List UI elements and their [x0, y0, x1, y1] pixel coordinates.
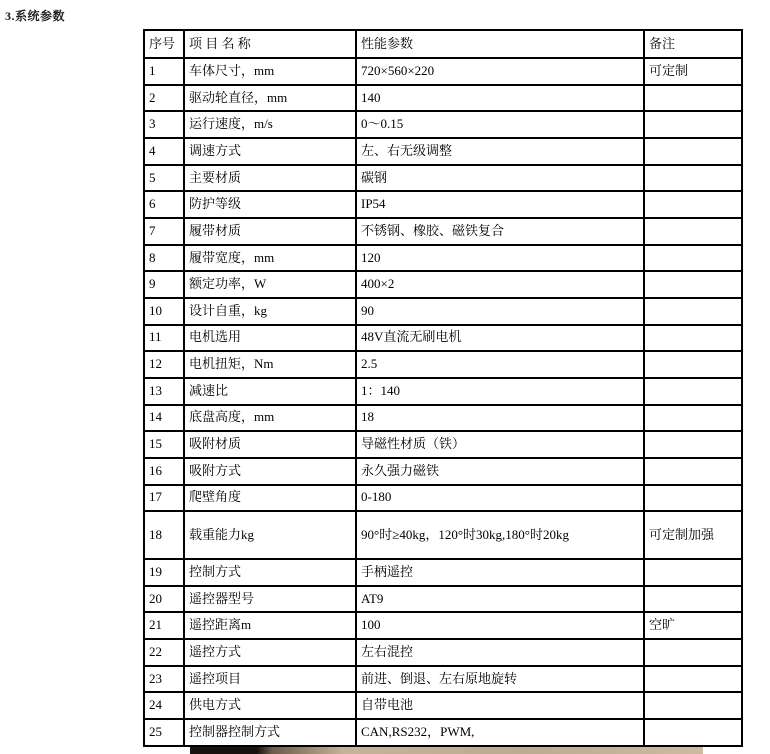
- parameter-cell: 100: [356, 612, 644, 639]
- item-name-cell: 主要材质: [184, 165, 356, 192]
- item-name-cell: 控制方式: [184, 559, 356, 586]
- parameter-cell: 120: [356, 245, 644, 272]
- row-number-cell: 22: [144, 639, 184, 666]
- row-number-cell: 19: [144, 559, 184, 586]
- table-row: [144, 165, 742, 192]
- item-name-cell: 防护等级: [184, 191, 356, 218]
- table-row: [144, 639, 742, 666]
- item-name-cell: 减速比: [184, 378, 356, 405]
- item-name-cell: 载重能力kg: [184, 511, 356, 559]
- table-row: [144, 325, 742, 352]
- row-number-cell: 6: [144, 191, 184, 218]
- remark-cell: [644, 218, 742, 245]
- item-name-cell: 履带材质: [184, 218, 356, 245]
- table-row: [144, 138, 742, 165]
- column-header: 项 目 名 称: [184, 30, 356, 58]
- parameter-cell: 0-180: [356, 485, 644, 512]
- item-name-cell: 遥控距离m: [184, 612, 356, 639]
- table-row: [144, 719, 742, 746]
- row-number-cell: 25: [144, 719, 184, 746]
- row-number-cell: 4: [144, 138, 184, 165]
- system-parameters-table: [143, 29, 743, 747]
- table-row: [144, 298, 742, 325]
- remark-cell: [644, 245, 742, 272]
- parameter-cell: 手柄遥控: [356, 559, 644, 586]
- remark-cell: [644, 325, 742, 352]
- row-number-cell: 13: [144, 378, 184, 405]
- row-number-cell: 16: [144, 458, 184, 485]
- remark-cell: [644, 485, 742, 512]
- table-row: [144, 378, 742, 405]
- row-number-cell: 7: [144, 218, 184, 245]
- row-number-cell: 20: [144, 586, 184, 613]
- table-row: [144, 85, 742, 112]
- item-name-cell: 控制器控制方式: [184, 719, 356, 746]
- item-name-cell: 遥控项目: [184, 666, 356, 693]
- item-name-cell: 车体尺寸，mm: [184, 58, 356, 85]
- remark-cell: 可定制加强: [644, 511, 742, 559]
- remark-cell: 空旷: [644, 612, 742, 639]
- row-number-cell: 3: [144, 111, 184, 138]
- section-title: 3.系统参数: [5, 9, 66, 23]
- parameter-cell: 90: [356, 298, 644, 325]
- remark-cell: [644, 111, 742, 138]
- remark-cell: [644, 458, 742, 485]
- remark-cell: [644, 639, 742, 666]
- parameter-cell: 左、右无级调整: [356, 138, 644, 165]
- table-header-row: [144, 30, 742, 58]
- parameter-cell: IP54: [356, 191, 644, 218]
- table-row: [144, 245, 742, 272]
- parameter-cell: 720×560×220: [356, 58, 644, 85]
- column-header: 序号: [144, 30, 184, 58]
- table-body: [144, 58, 742, 746]
- column-header: 备注: [644, 30, 742, 58]
- remark-cell: [644, 559, 742, 586]
- remark-cell: [644, 378, 742, 405]
- table-row: [144, 586, 742, 613]
- table-row: [144, 351, 742, 378]
- parameter-cell: 导磁性材质（铁）: [356, 431, 644, 458]
- row-number-cell: 23: [144, 666, 184, 693]
- item-name-cell: 底盘高度，mm: [184, 405, 356, 432]
- row-number-cell: 18: [144, 511, 184, 559]
- table-row: [144, 559, 742, 586]
- row-number-cell: 12: [144, 351, 184, 378]
- column-header: 性能参数: [356, 30, 644, 58]
- row-number-cell: 8: [144, 245, 184, 272]
- item-name-cell: 遥控方式: [184, 639, 356, 666]
- parameter-cell: 前进、倒退、左右原地旋转: [356, 666, 644, 693]
- item-name-cell: 电机选用: [184, 325, 356, 352]
- table-row: [144, 191, 742, 218]
- parameter-cell: 2.5: [356, 351, 644, 378]
- table-row: [144, 612, 742, 639]
- parameter-cell: 90°时≥40kg，120°时30kg,180°时20kg: [356, 511, 644, 559]
- remark-cell: [644, 431, 742, 458]
- parameter-cell: AT9: [356, 586, 644, 613]
- remark-cell: [644, 351, 742, 378]
- table-row: [144, 666, 742, 693]
- remark-cell: [644, 85, 742, 112]
- row-number-cell: 11: [144, 325, 184, 352]
- parameter-cell: 1：140: [356, 378, 644, 405]
- item-name-cell: 吸附方式: [184, 458, 356, 485]
- remark-cell: [644, 138, 742, 165]
- row-number-cell: 5: [144, 165, 184, 192]
- remark-cell: [644, 692, 742, 719]
- parameter-cell: 0～0.15: [356, 111, 644, 138]
- table-row: [144, 511, 742, 559]
- table-row: [144, 431, 742, 458]
- item-name-cell: 运行速度，m/s: [184, 111, 356, 138]
- parameter-cell: 左右混控: [356, 639, 644, 666]
- row-number-cell: 10: [144, 298, 184, 325]
- parameter-cell: 140: [356, 85, 644, 112]
- item-name-cell: 驱动轮直径，mm: [184, 85, 356, 112]
- item-name-cell: 履带宽度，mm: [184, 245, 356, 272]
- parameter-cell: 48V直流无刷电机: [356, 325, 644, 352]
- remark-cell: [644, 586, 742, 613]
- row-number-cell: 15: [144, 431, 184, 458]
- item-name-cell: 吸附材质: [184, 431, 356, 458]
- cropped-photo-top-edge: [190, 747, 703, 754]
- parameter-cell: 碳钢: [356, 165, 644, 192]
- row-number-cell: 9: [144, 271, 184, 298]
- remark-cell: [644, 191, 742, 218]
- parameter-cell: 永久强力磁铁: [356, 458, 644, 485]
- row-number-cell: 17: [144, 485, 184, 512]
- table-row: [144, 58, 742, 85]
- row-number-cell: 14: [144, 405, 184, 432]
- row-number-cell: 24: [144, 692, 184, 719]
- item-name-cell: 电机扭矩，Nm: [184, 351, 356, 378]
- table-row: [144, 458, 742, 485]
- parameter-cell: 18: [356, 405, 644, 432]
- table-row: [144, 218, 742, 245]
- item-name-cell: 爬壁角度: [184, 485, 356, 512]
- table-row: [144, 485, 742, 512]
- item-name-cell: 供电方式: [184, 692, 356, 719]
- item-name-cell: 调速方式: [184, 138, 356, 165]
- parameter-cell: 自带电池: [356, 692, 644, 719]
- remark-cell: [644, 666, 742, 693]
- table-row: [144, 271, 742, 298]
- table-row: [144, 405, 742, 432]
- table-row: [144, 111, 742, 138]
- remark-cell: [644, 719, 742, 746]
- row-number-cell: 1: [144, 58, 184, 85]
- item-name-cell: 遥控器型号: [184, 586, 356, 613]
- parameter-cell: 400×2: [356, 271, 644, 298]
- parameter-cell: 不锈钢、橡胶、磁铁复合: [356, 218, 644, 245]
- remark-cell: [644, 165, 742, 192]
- remark-cell: [644, 271, 742, 298]
- remark-cell: [644, 298, 742, 325]
- item-name-cell: 额定功率，W: [184, 271, 356, 298]
- row-number-cell: 21: [144, 612, 184, 639]
- remark-cell: 可定制: [644, 58, 742, 85]
- table-row: [144, 692, 742, 719]
- remark-cell: [644, 405, 742, 432]
- item-name-cell: 设计自重，kg: [184, 298, 356, 325]
- row-number-cell: 2: [144, 85, 184, 112]
- parameter-cell: CAN,RS232，PWM,: [356, 719, 644, 746]
